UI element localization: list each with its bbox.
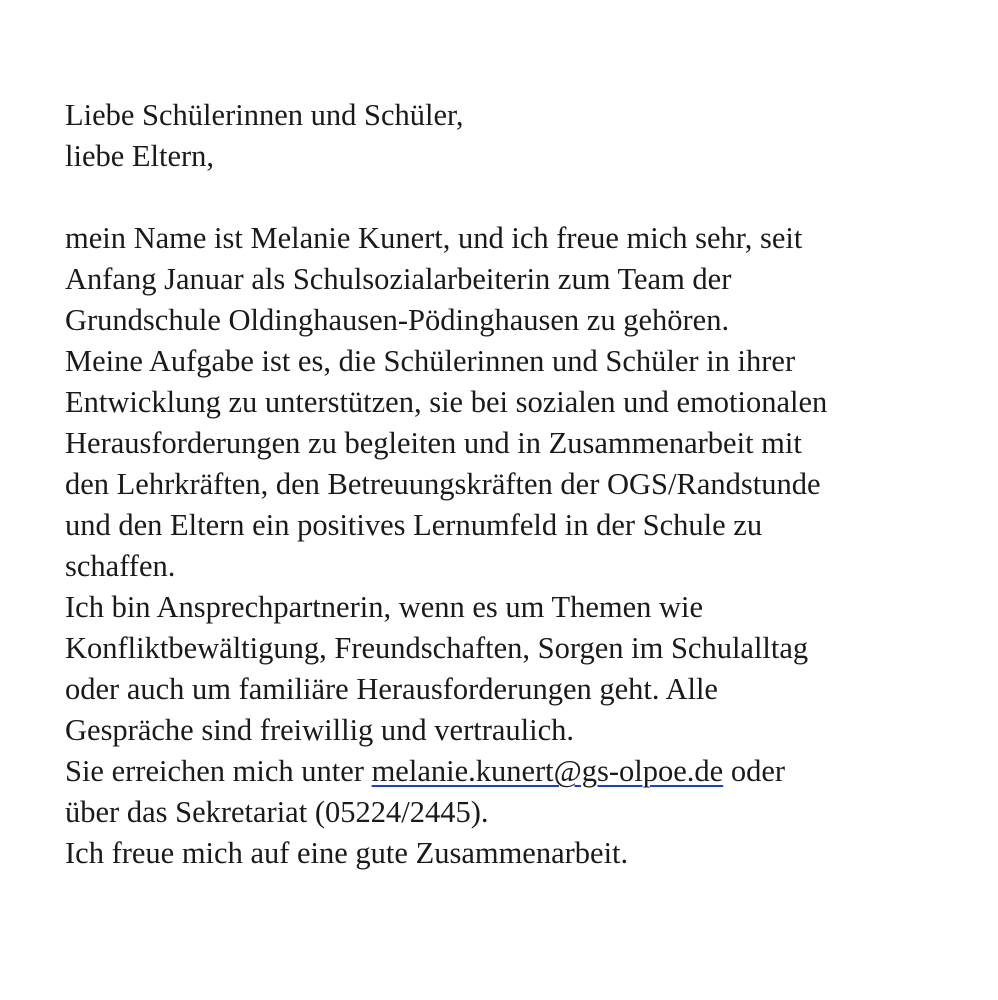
body-line: Entwicklung zu unterstützen, sie bei sozialen und emotionalen: [65, 385, 828, 419]
closing-line: Ich freue mich auf eine gute Zusammenarbeit.: [65, 836, 629, 870]
contact-phone-line: über das Sekretariat (05224/2445).: [65, 795, 489, 829]
body-line: mein Name ist Melanie Kunert, und ich freue mich sehr, seit: [65, 221, 803, 255]
body-line: und den Eltern ein positives Lernumfeld in der Schule zu: [65, 508, 763, 542]
greeting-line: Liebe Schülerinnen und Schüler,: [65, 98, 464, 132]
email-link[interactable]: melanie.kunert@gs-olpoe.de: [371, 754, 724, 788]
paragraph-spacer: [65, 177, 965, 218]
body-line: Gespräche sind freiwillig und vertraulich.: [65, 713, 575, 747]
body-line: Anfang Januar als Schulsozialarbeiterin zum Team der: [65, 262, 732, 296]
greeting-line: liebe Eltern,: [65, 139, 215, 173]
body-line: den Lehrkräften, den Betreuungskräften der OGS/Randstunde: [65, 467, 821, 501]
contact-line: [65, 751, 965, 792]
contact-suffix: oder: [723, 754, 786, 788]
body-line: Grundschule Oldinghausen-Pödinghausen zu gehören.: [65, 303, 730, 337]
body-line: oder auch um familiäre Herausforderungen geht. Alle: [65, 672, 718, 706]
contact-prefix: Sie erreichen mich unter: [65, 754, 372, 788]
body-line: schaffen.: [65, 549, 176, 583]
body-line: Konfliktbewältigung, Freundschaften, Sorgen im Schulalltag: [65, 631, 809, 665]
body-line: Meine Aufgabe ist es, die Schülerinnen und Schüler in ihrer: [65, 344, 796, 378]
body-line: Herausforderungen zu begleiten und in Zusammenarbeit mit: [65, 426, 802, 460]
letter: [65, 95, 965, 874]
body-line: Ich bin Ansprechpartnerin, wenn es um Themen wie: [65, 590, 704, 624]
